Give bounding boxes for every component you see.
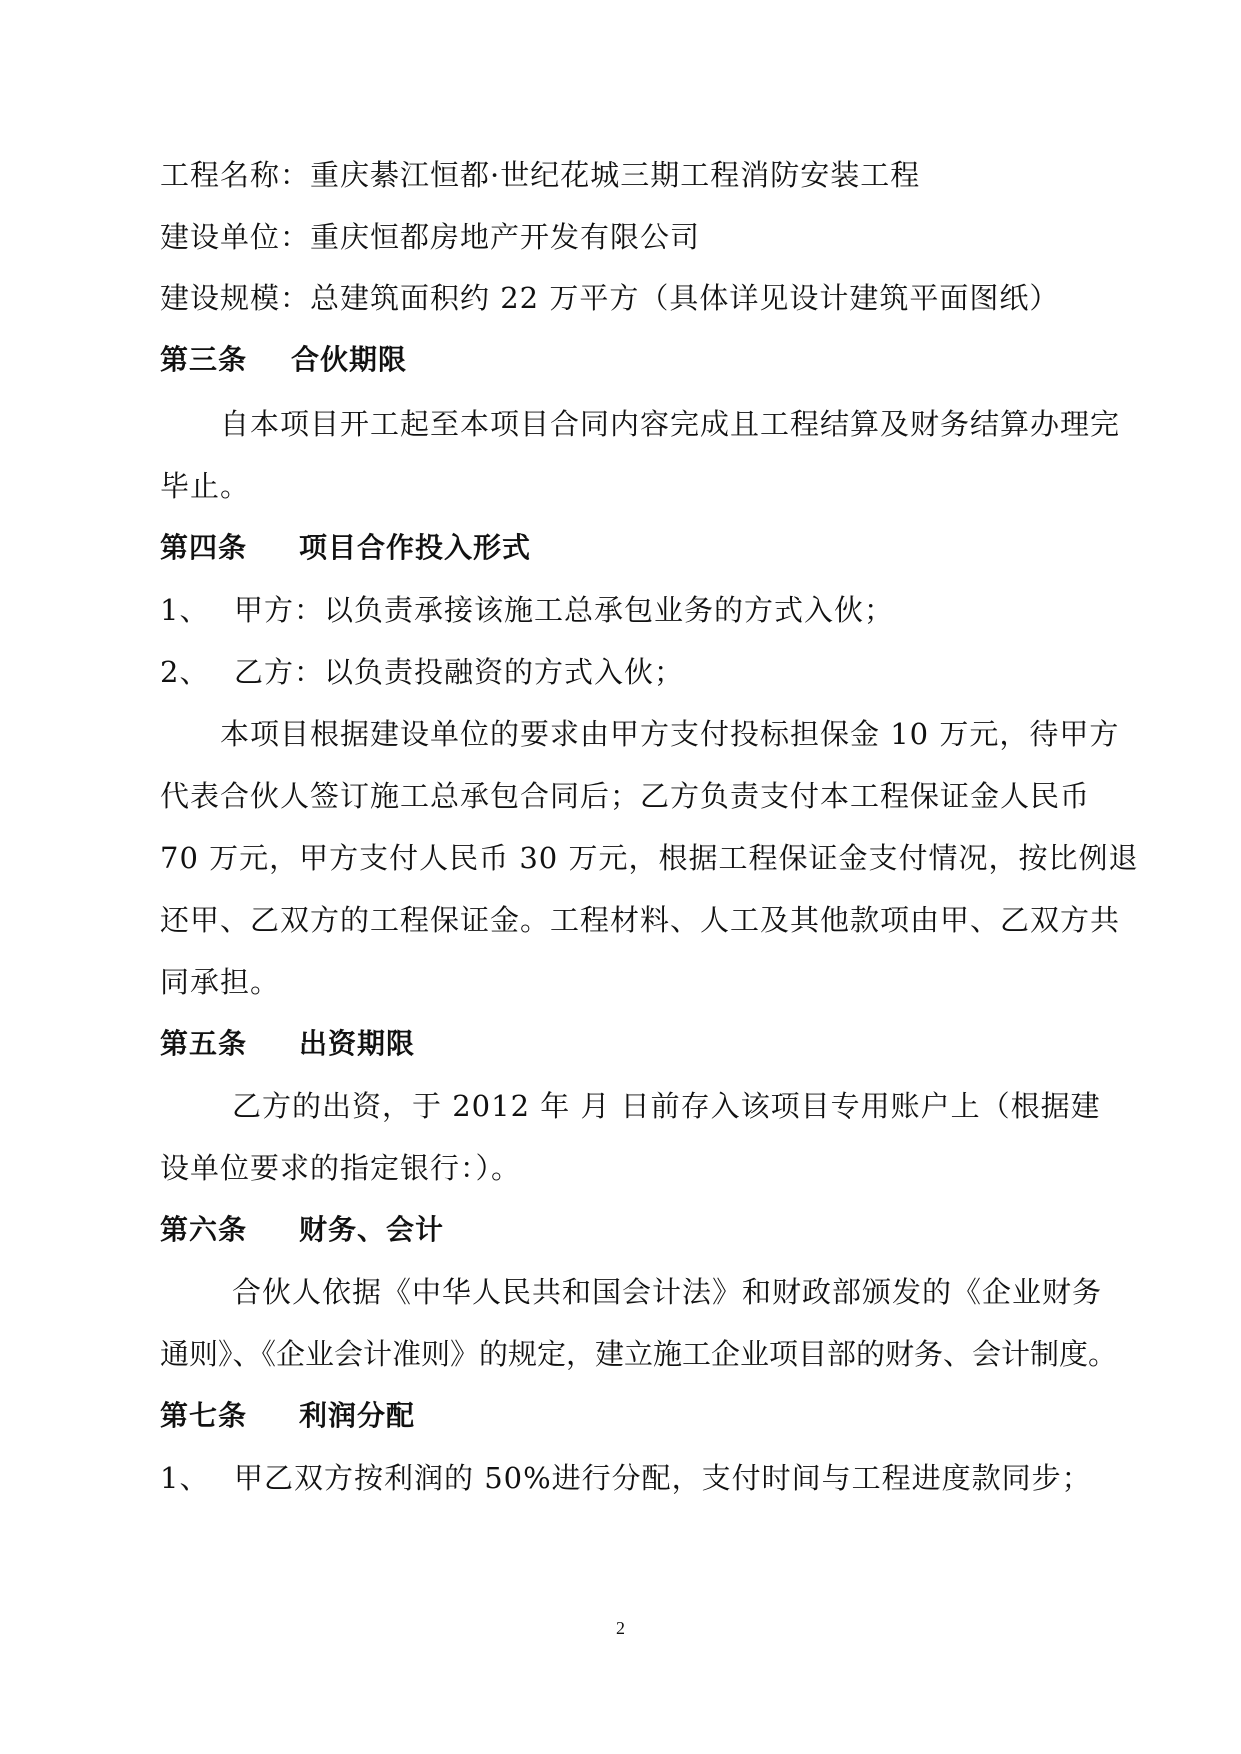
article-3-text-line: 毕止。 xyxy=(160,469,251,503)
article-6-text-line: 通则》、《企业会计准则》的规定，建立施工企业项目部的财务、会计制度。 xyxy=(160,1337,1118,1371)
item-number: 1、 xyxy=(160,1461,210,1495)
article-4-title: 项目合作投入形式 xyxy=(299,531,532,564)
article-6-text-line: 合伙人依据《中华人民共和国会计法》和财政部颁发的《企业财务 xyxy=(232,1275,1103,1309)
article-6-title: 财务、会计 xyxy=(299,1213,445,1246)
article-5-text-line: 乙方的出资，于 2012 年 月 日前存入该项目专用账户上（根据建 xyxy=(232,1089,1101,1123)
item-number: 2、 xyxy=(160,655,210,689)
article-4-text-line: 还甲、乙双方的工程保证金。工程材料、人工及其他款项由甲、乙双方共 xyxy=(160,903,1121,937)
item-text: 乙方：以负责投融资的方式入伙； xyxy=(234,655,685,689)
article-4-item-1 xyxy=(160,590,894,630)
article-4-heading xyxy=(160,528,531,568)
article-4-text-line: 代表合伙人签订施工总承包合同后；乙方负责支付本工程保证金人民币 xyxy=(160,779,1091,813)
item-number: 1、 xyxy=(160,593,210,627)
page-number: 2 xyxy=(616,1618,625,1638)
article-7-title: 利润分配 xyxy=(299,1399,416,1432)
article-5-heading xyxy=(160,1024,415,1064)
article-7-heading xyxy=(160,1396,415,1436)
item-text: 甲乙双方按利润的 50%进行分配，支付时间与工程进度款同步； xyxy=(234,1461,1092,1495)
article-5-title: 出资期限 xyxy=(299,1027,416,1060)
article-3-heading xyxy=(160,340,407,380)
project-name: 工程名称：重庆綦江恒都·世纪花城三期工程消防安装工程 xyxy=(160,158,921,192)
article-3-title: 合伙期限 xyxy=(291,343,408,376)
article-4-text-line: 本项目根据建设单位的要求由甲方支付投标担保金 10 万元，待甲方 xyxy=(220,717,1120,751)
article-3-text-line: 自本项目开工起至本项目合同内容完成且工程结算及财务结算办理完 xyxy=(220,407,1121,441)
article-7-item-1 xyxy=(160,1458,1092,1498)
article-7-number: 第七条 xyxy=(160,1399,248,1432)
construction-owner: 建设单位：重庆恒都房地产开发有限公司 xyxy=(160,220,701,254)
article-4-item-2 xyxy=(160,652,684,692)
article-6-number: 第六条 xyxy=(160,1213,248,1246)
article-6-heading xyxy=(160,1210,444,1250)
item-text: 甲方：以负责承接该施工总承包业务的方式入伙； xyxy=(234,593,895,627)
article-4-text-line: 同承担。 xyxy=(160,965,281,999)
article-4-number: 第四条 xyxy=(160,531,248,564)
article-5-number: 第五条 xyxy=(160,1027,248,1060)
article-3-number: 第三条 xyxy=(160,343,248,376)
article-4-text-line: 70 万元，甲方支付人民币 30 万元，根据工程保证金支付情况，按比例退 xyxy=(160,841,1139,875)
article-5-text-line: 设单位要求的指定银行：）。 xyxy=(160,1151,522,1185)
construction-scale: 建设规模：总建筑面积约 22 万平方（具体详见设计建筑平面图纸） xyxy=(160,281,1060,315)
